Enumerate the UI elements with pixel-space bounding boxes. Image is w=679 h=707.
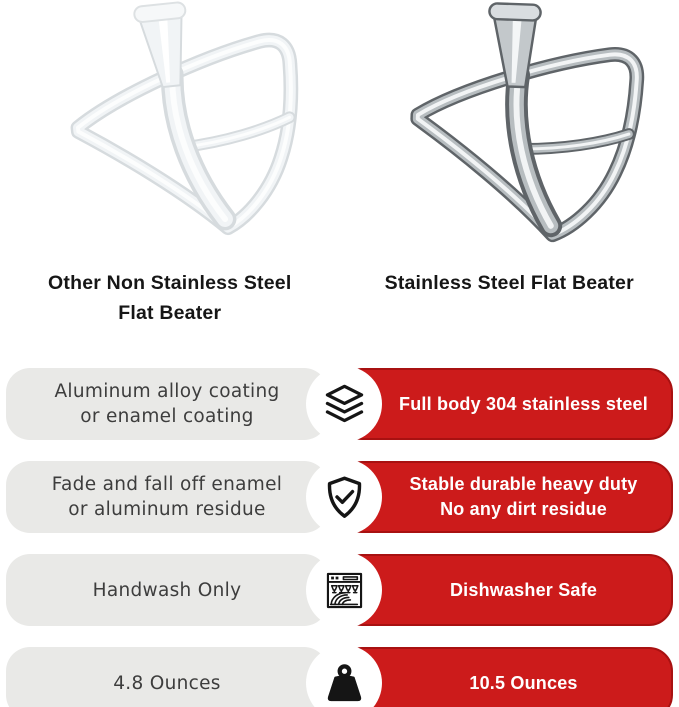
right-feature-pill xyxy=(338,461,673,533)
steel-beater-illustration xyxy=(361,0,657,246)
left-feature-pill xyxy=(6,647,328,707)
comparison-row-weight xyxy=(6,647,673,707)
comparison-row-washing xyxy=(6,554,673,626)
product-photos-section xyxy=(0,0,679,252)
left-product-title-line2: Flat Beater xyxy=(118,302,222,324)
comparison-row-coating xyxy=(6,368,673,440)
left-feature-text: or enamel coating xyxy=(80,406,254,427)
white-beater-illustration xyxy=(22,0,318,246)
left-feature-text: Aluminum alloy coating xyxy=(54,381,280,402)
right-product-photo xyxy=(340,0,679,252)
comparison-row-durability xyxy=(6,461,673,533)
left-feature-pill xyxy=(6,554,328,626)
feature-icon-badge xyxy=(306,552,382,628)
left-feature-pill xyxy=(6,461,328,533)
left-feature-text: 4.8 Ounces xyxy=(113,672,221,694)
feature-icon-badge xyxy=(306,459,382,535)
right-feature-text: No any dirt residue xyxy=(440,499,607,519)
right-feature-pill xyxy=(338,368,673,440)
left-feature-text: Handwash Only xyxy=(92,579,242,601)
dishwasher-icon xyxy=(321,567,368,614)
right-feature-text: Dishwasher Safe xyxy=(449,579,598,600)
right-feature-text: 10.5 Ounces xyxy=(469,672,578,693)
right-feature-text: Stable durable heavy duty xyxy=(409,474,638,494)
layers-icon xyxy=(321,381,368,428)
left-feature-pill xyxy=(6,368,328,440)
shield-check-icon xyxy=(321,474,368,521)
left-product-photo xyxy=(0,0,340,252)
right-feature-text: Full body 304 stainless steel xyxy=(399,393,648,414)
feature-icon-badge xyxy=(306,366,382,442)
weight-icon xyxy=(321,660,368,707)
right-feature-pill xyxy=(338,647,673,707)
left-feature-text: Fade and fall off enamel xyxy=(51,474,283,495)
right-product-title xyxy=(340,268,679,340)
right-feature-pill xyxy=(338,554,673,626)
product-titles-section xyxy=(0,252,679,340)
left-product-title-line1: Other Non Stainless Steel xyxy=(48,272,292,294)
right-product-title-line1: Stainless Steel Flat Beater xyxy=(384,272,634,294)
left-feature-text: or aluminum residue xyxy=(68,499,266,520)
comparison-table xyxy=(0,368,679,707)
left-product-title xyxy=(0,268,340,340)
